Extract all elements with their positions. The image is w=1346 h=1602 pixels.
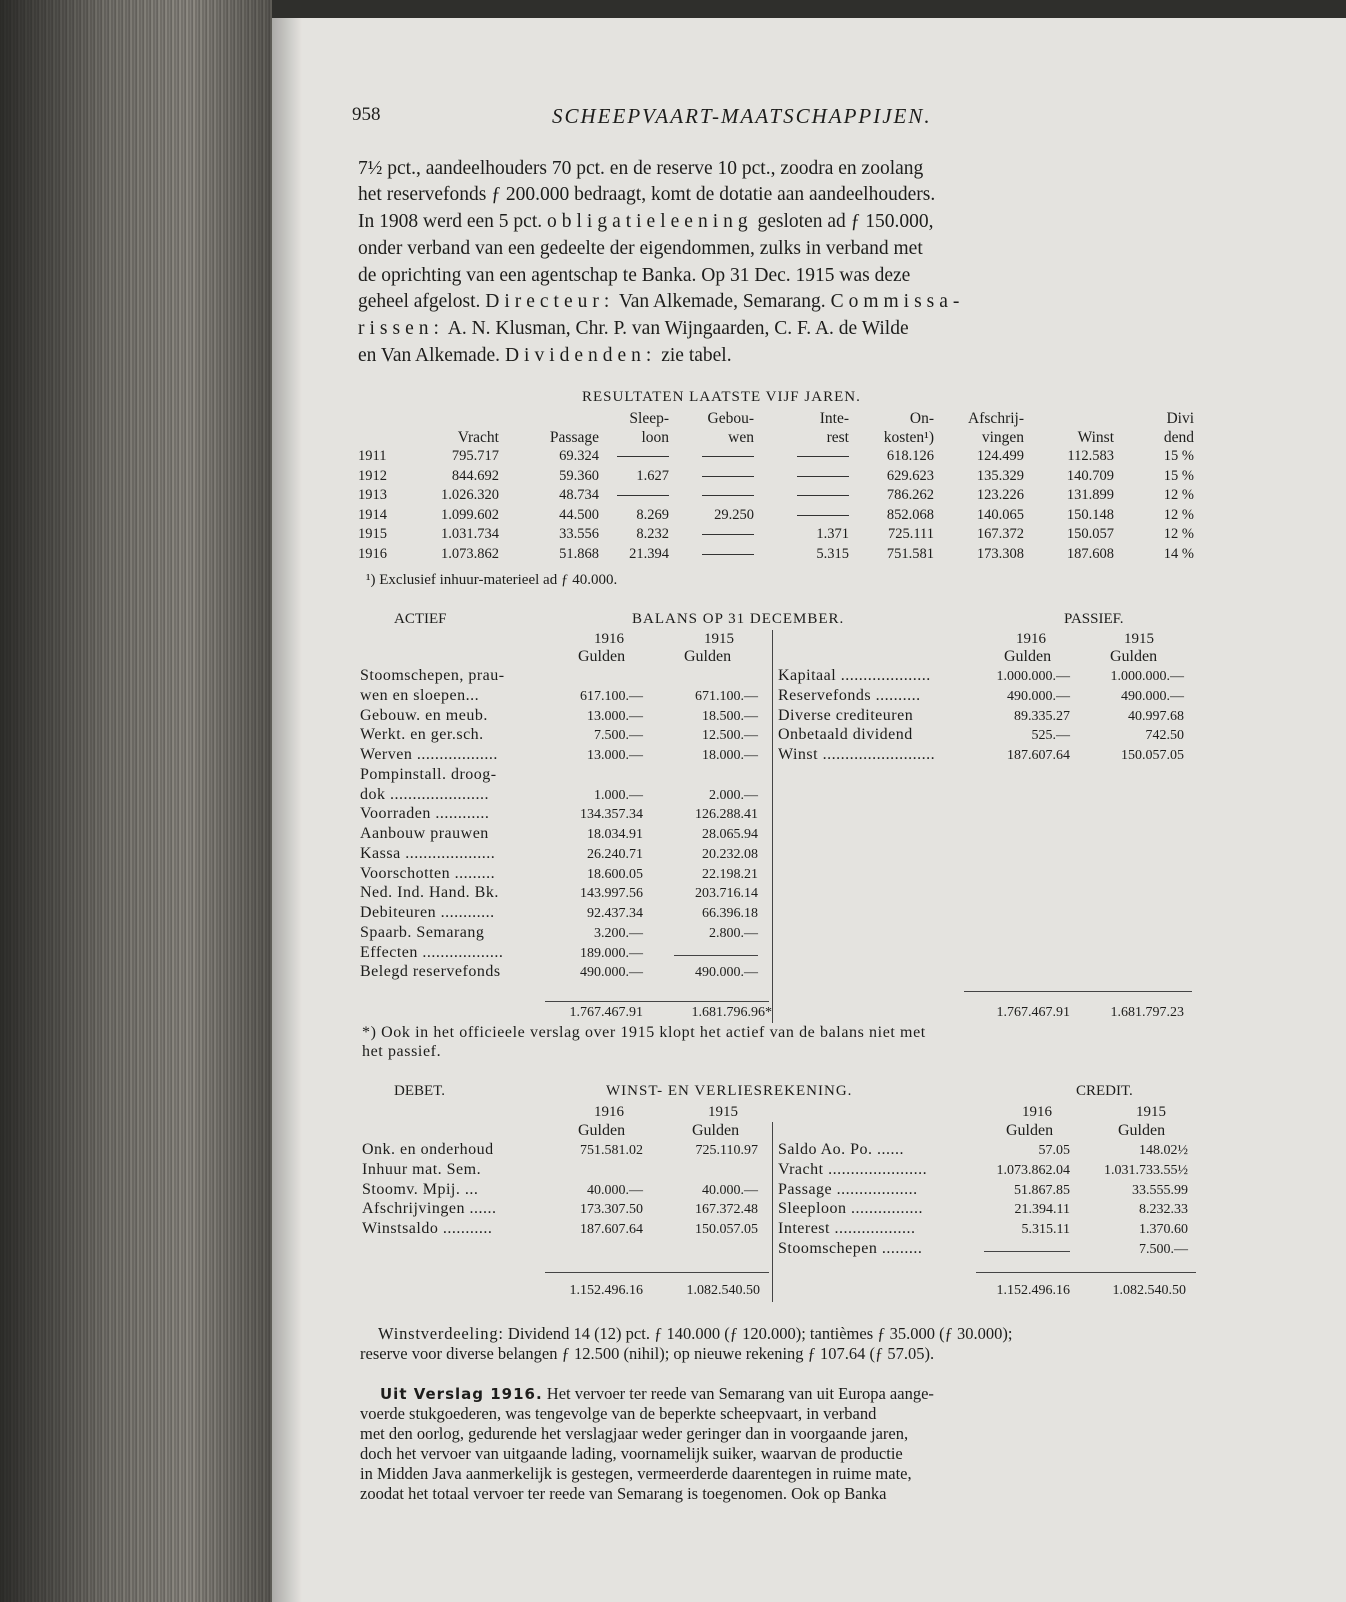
- results-header-cell: Divi: [1166, 410, 1194, 427]
- credit-heading: CREDIT.: [1076, 1083, 1133, 1099]
- unit-label: Gulden: [1004, 648, 1052, 665]
- results-cell: 140.709: [1066, 467, 1114, 484]
- dash-placeholder: [617, 456, 669, 457]
- row-value: 12.500.—: [702, 728, 758, 744]
- results-cell: 69.324: [559, 448, 599, 465]
- row-value: 490.000.—: [1007, 688, 1070, 704]
- results-cell: 725.111: [887, 526, 934, 543]
- results-cell: 751.581: [886, 545, 934, 562]
- total-actief-1915: 1.681.796.96*: [691, 1005, 772, 1020]
- winst-title: WINST- EN VERLIESREKENING.: [606, 1083, 853, 1099]
- actief-heading: ACTIEF: [394, 611, 447, 627]
- results-cell: 852.068: [886, 506, 934, 523]
- row-label: Effecten ..................: [360, 943, 504, 961]
- results-header-cell: Afschrij-: [968, 410, 1024, 427]
- row-value: 5.315.11: [1021, 1222, 1070, 1237]
- row-label: Sleeploon ................: [778, 1200, 923, 1218]
- row-value: 3.200.—: [594, 925, 643, 941]
- text-run: Dividend 14 (12) pct. ƒ 140.000 (ƒ 120.000); tantièmes ƒ 35.000 (ƒ 30.000);: [507, 1324, 1013, 1343]
- unit-label: Gulden: [692, 1122, 740, 1139]
- total-debet-1915: 1.082.540.50: [686, 1283, 760, 1298]
- results-header-cell: vingen: [981, 429, 1024, 446]
- results-header-cell: On-: [909, 410, 934, 427]
- text-run: zie tabel.: [661, 345, 732, 366]
- unit-label: Gulden: [578, 1122, 626, 1139]
- row-value: 92.437.34: [587, 906, 643, 921]
- row-value: 8.232.33: [1139, 1202, 1188, 1218]
- row-value: 150.057.05: [1121, 748, 1184, 763]
- text-run: geheel afgelost.: [358, 291, 481, 312]
- intro-line: de oprichting van een agentschap te Banka. Op 31 Dec. 1915 was deze: [358, 265, 911, 286]
- row-label: Werven ..................: [360, 746, 498, 763]
- text-run: Dividenden:: [504, 345, 657, 366]
- text-run: gesloten ad ƒ 150.000,: [757, 211, 934, 232]
- results-cell: 51.868: [559, 545, 599, 562]
- row-value: 57.05: [1038, 1143, 1070, 1158]
- results-cell: 173.308: [976, 545, 1024, 562]
- intro-line: onder verband van een gedeelte der eigendommen, zulks in verband met: [358, 238, 923, 259]
- row-value: 671.100.—: [695, 688, 758, 704]
- dash-placeholder: [617, 495, 669, 496]
- row-label: Diverse crediteuren: [778, 706, 914, 724]
- results-cell: [758, 506, 853, 526]
- row-value: 134.357.34: [580, 807, 643, 823]
- results-cell: 8.232: [636, 526, 669, 543]
- row-value: 742.50: [1145, 728, 1184, 744]
- unit-label: Gulden: [1110, 648, 1158, 665]
- results-cell: [758, 447, 853, 467]
- row-value: 2.000.—: [709, 787, 758, 803]
- verslag-line: voerde stukgoederen, was tengevolge van de beperkte scheepvaart, in verband: [360, 1404, 877, 1423]
- row-label: Reservefonds ..........: [778, 686, 921, 704]
- page-number: 958: [352, 104, 381, 125]
- row-label: Gebouw. en meub.: [360, 706, 488, 724]
- row-value: 33.555.99: [1132, 1182, 1188, 1198]
- row-value: 13.000.—: [587, 708, 643, 724]
- row-label: Ned. Ind. Hand. Bk.: [360, 884, 499, 902]
- row-value: 725.110.97: [695, 1143, 758, 1158]
- row-value: 18.500.—: [702, 708, 758, 724]
- results-cell: 1916: [358, 545, 387, 562]
- text-run: A. N. Klusman, Chr. P. van Wijngaarden, C. F. A. de Wilde: [447, 318, 909, 339]
- row-label: Kapitaal ....................: [778, 667, 931, 684]
- results-header-cell: loon: [641, 429, 669, 446]
- row-value: 2.800.—: [709, 925, 758, 941]
- row-value: 1.000.000.—: [1110, 669, 1184, 684]
- row-label: Spaarb. Semarang: [360, 923, 485, 941]
- dash-placeholder: [797, 456, 849, 457]
- text-run: Het vervoer ter reede van Semarang van uit Europa aange-: [546, 1384, 934, 1403]
- results-cell: 8.269: [636, 506, 669, 523]
- intro-line: 7½ pct., aandeelhouders 70 pct. en de reserve 10 pct., zoodra en zoolang: [358, 158, 924, 179]
- results-row: [358, 486, 1198, 506]
- results-cell: [673, 447, 758, 467]
- total-debet-1916: 1.152.496.16: [569, 1283, 643, 1298]
- results-cell: 33.556: [559, 526, 599, 543]
- text-run: In 1908 werd een 5 pct.: [358, 211, 543, 232]
- results-cell: [758, 467, 853, 487]
- row-label: Belegd reservefonds: [360, 963, 501, 981]
- results-row: [358, 506, 1198, 526]
- unit-label: Gulden: [684, 648, 732, 665]
- results-cell: 135.329: [976, 467, 1024, 484]
- results-header-cell: Gebou-: [707, 410, 754, 427]
- results-header-cell: Winst: [1077, 429, 1114, 446]
- row-label: Saldo Ao. Po. ......: [778, 1141, 905, 1158]
- row-value: 51.867.85: [1014, 1182, 1070, 1198]
- unit-label: Gulden: [1006, 1122, 1054, 1139]
- row-value: 751.581.02: [580, 1143, 643, 1158]
- total-credit-1915: 1.082.540.50: [1112, 1283, 1186, 1298]
- row-value: 28.065.94: [702, 827, 758, 842]
- results-cell: 844.692: [451, 467, 499, 484]
- results-header-cell: Sleep-: [629, 410, 669, 427]
- results-cell: 1914: [358, 506, 387, 523]
- row-value: 7.500.—: [1139, 1241, 1188, 1257]
- row-value: 189.000.—: [580, 945, 643, 961]
- results-cell: [758, 486, 853, 506]
- dash-placeholder: [702, 476, 754, 477]
- row-label: Kassa ....................: [360, 844, 496, 862]
- intro-line: [358, 208, 1192, 235]
- results-cell: 124.499: [976, 448, 1024, 465]
- balans-title: BALANS OP 31 DECEMBER.: [632, 611, 845, 627]
- dash-placeholder: [702, 554, 754, 555]
- results-header-cell: [503, 409, 603, 428]
- results-cell: 29.250: [714, 506, 754, 523]
- total-passief-1915: 1.681.797.23: [1110, 1005, 1184, 1020]
- verslag-label: Uit Verslag 1916.: [380, 1385, 543, 1403]
- row-value: 1.370.60: [1139, 1222, 1188, 1237]
- results-header-cell: [1028, 409, 1118, 428]
- total-rule: [964, 991, 1192, 992]
- text-run: Directeur:: [485, 291, 615, 312]
- row-label: Aanbouw prauwen: [360, 825, 489, 842]
- results-cell: 123.226: [976, 487, 1024, 504]
- row-value: 89.335.27: [1014, 708, 1070, 724]
- passief-heading: PASSIEF.: [1064, 611, 1124, 627]
- results-header-cell: Inte-: [819, 410, 849, 427]
- text-run: Commissa-: [830, 291, 965, 312]
- results-cell: 629.623: [886, 467, 934, 484]
- row-value: 13.000.—: [587, 748, 643, 763]
- dash-placeholder: [674, 955, 758, 956]
- results-cell: 140.065: [976, 506, 1024, 523]
- dash-placeholder: [797, 515, 849, 516]
- results-cell: 15 %: [1163, 448, 1194, 465]
- results-cell: 150.057: [1066, 526, 1114, 543]
- total-passief-1916: 1.767.467.91: [996, 1005, 1070, 1020]
- results-cell: [673, 525, 758, 545]
- text-run: rissen:: [358, 318, 444, 339]
- results-cell: 12 %: [1163, 526, 1194, 543]
- results-cell: 150.148: [1066, 506, 1114, 523]
- results-header-cell: kosten¹): [883, 429, 934, 446]
- row-value: 40.997.68: [1128, 708, 1184, 724]
- results-header-row: [358, 409, 1198, 428]
- verslag-line: [380, 1384, 1194, 1405]
- results-header-cell: [408, 409, 503, 428]
- winstverdeeling-label: Winstverdeeling:: [378, 1324, 504, 1343]
- text-run: obligatieleening: [546, 211, 753, 232]
- row-label: wen en sloepen...: [360, 686, 480, 704]
- results-cell: [603, 447, 673, 467]
- row-value: 1.031.733.55½: [1104, 1162, 1188, 1178]
- results-header-cell: Passage: [549, 429, 599, 446]
- total-rule: [976, 1272, 1196, 1273]
- results-cell: 131.899: [1066, 487, 1114, 504]
- row-label: Voorschotten .........: [360, 864, 496, 882]
- row-value: 490.000.—: [1121, 688, 1184, 704]
- row-label: Werkt. en ger.sch.: [360, 726, 484, 744]
- year-1915: 1915: [704, 631, 734, 647]
- row-value: 22.198.21: [702, 866, 758, 882]
- results-title: RESULTATEN LAATSTE VIJF JAREN.: [582, 389, 861, 405]
- results-table: [358, 409, 1198, 564]
- row-value: 150.057.05: [695, 1222, 758, 1237]
- results-cell: 14 %: [1163, 545, 1194, 562]
- results-cell: 59.360: [559, 467, 599, 484]
- total-rule: [545, 1001, 769, 1002]
- running-title: SCHEEPVAART-MAATSCHAPPIJEN.: [552, 104, 932, 128]
- dash-placeholder: [797, 476, 849, 477]
- intro-line: [358, 288, 1192, 315]
- year-1915: 1915: [1136, 1104, 1166, 1120]
- row-value: 173.307.50: [580, 1202, 643, 1218]
- row-value: 1.073.862.04: [996, 1162, 1070, 1178]
- row-label: Winst .........................: [778, 746, 936, 763]
- text-run: Van Alkemade, Semarang.: [618, 291, 826, 312]
- results-cell: 618.126: [886, 448, 934, 465]
- results-cell: 44.500: [559, 506, 599, 523]
- results-cell: 48.734: [559, 487, 599, 504]
- row-label: Passage ..................: [778, 1180, 918, 1198]
- results-cell: 1.031.734: [441, 526, 499, 543]
- row-value: 525.—: [1031, 728, 1070, 744]
- verslag-line: zoodat het totaal vervoer ter reede van Semarang is toegenomen. Ook op Banka: [360, 1484, 887, 1503]
- gutter-shadow: [272, 18, 302, 1602]
- intro-line: [358, 342, 1192, 369]
- results-cell: 12 %: [1163, 506, 1194, 523]
- row-value: 40.000.—: [587, 1182, 643, 1198]
- book-page-edges: [0, 0, 272, 1602]
- row-value: 203.716.14: [695, 886, 758, 902]
- row-label: Interest ..................: [778, 1220, 916, 1237]
- dash-placeholder: [702, 495, 754, 496]
- results-cell: 1.026.320: [441, 487, 499, 504]
- column-divider: [772, 630, 773, 1023]
- row-value: 167.372.48: [695, 1202, 758, 1218]
- debet-heading: DEBET.: [394, 1083, 445, 1099]
- row-value: 187.607.64: [1007, 748, 1070, 763]
- row-value: 21.394.11: [1014, 1202, 1070, 1218]
- row-label: Onk. en onderhoud: [362, 1141, 494, 1158]
- results-cell: 167.372: [976, 526, 1024, 543]
- row-label: Inhuur mat. Sem.: [362, 1160, 482, 1178]
- results-row: [358, 525, 1198, 545]
- balans-note: *) Ook in het officieele verslag over 1915 klopt het actief van de balans niet met: [362, 1024, 926, 1041]
- results-header-cell: rest: [826, 429, 849, 446]
- row-value: 490.000.—: [580, 965, 643, 981]
- row-label: Debiteuren ............: [360, 904, 495, 921]
- row-value: 1.000.—: [594, 787, 643, 803]
- intro-line: [358, 315, 1192, 342]
- row-label: Stoomschepen .........: [778, 1239, 923, 1257]
- row-label: Vracht ......................: [778, 1160, 928, 1178]
- results-cell: 5.315: [816, 545, 849, 562]
- winstverdeeling-line: [378, 1324, 1194, 1345]
- row-value: 490.000.—: [695, 965, 758, 981]
- year-1915: 1915: [708, 1104, 738, 1120]
- results-cell: 1.371: [816, 526, 849, 543]
- year-1916: 1916: [1022, 1104, 1052, 1120]
- row-value: 66.396.18: [702, 906, 758, 921]
- row-value: 26.240.71: [587, 846, 643, 862]
- results-cell: 12 %: [1163, 487, 1194, 504]
- results-row: [358, 447, 1198, 467]
- row-value: 143.997.56: [580, 886, 643, 902]
- row-value: 617.100.—: [580, 688, 643, 704]
- row-value: 20.232.08: [702, 846, 758, 862]
- results-row: [358, 545, 1198, 565]
- results-cell: 1912: [358, 467, 387, 484]
- unit-label: Gulden: [578, 648, 626, 665]
- verslag-line: in Midden Java aanmerkelijk is gestegen, vermeerderde daarentegen in ruime mate,: [360, 1464, 912, 1483]
- year-1915: 1915: [1124, 631, 1154, 647]
- results-cell: [673, 467, 758, 487]
- total-rule: [545, 1272, 769, 1273]
- row-value: 148.02½: [1139, 1143, 1188, 1158]
- results-cell: 1.627: [636, 467, 669, 484]
- year-1916: 1916: [594, 631, 624, 647]
- results-header-cell: [358, 428, 408, 447]
- results-cell: 1913: [358, 487, 387, 504]
- row-label: Onbetaald dividend: [778, 726, 913, 744]
- total-credit-1916: 1.152.496.16: [996, 1283, 1070, 1298]
- results-cell: 112.583: [1067, 448, 1114, 465]
- results-cell: 15 %: [1163, 467, 1194, 484]
- verslag-line: met den oorlog, gedurende het verslagjaar weder geringer dan in voorgaande jaren,: [360, 1424, 909, 1443]
- row-value: 1.000.000.—: [996, 669, 1070, 684]
- results-cell: 1915: [358, 526, 387, 543]
- row-label: Afschrijvingen ......: [362, 1200, 497, 1218]
- dash-placeholder: [702, 456, 754, 457]
- results-row: [358, 467, 1198, 487]
- row-value: 187.607.64: [580, 1222, 643, 1237]
- results-header-cell: [358, 409, 408, 428]
- dash-placeholder: [984, 1251, 1070, 1252]
- unit-label: Gulden: [1118, 1122, 1166, 1139]
- row-value: 18.034.91: [587, 827, 643, 842]
- dash-placeholder: [797, 495, 849, 496]
- results-cell: [603, 486, 673, 506]
- row-value: 126.288.41: [695, 807, 758, 823]
- results-cell: 795.717: [451, 448, 499, 465]
- results-footnote: ¹) Exclusief inhuur-materieel ad ƒ 40.000.: [366, 572, 618, 588]
- row-value: 40.000.—: [702, 1182, 758, 1198]
- results-cell: 1.073.862: [441, 545, 499, 562]
- results-cell: 786.262: [886, 487, 934, 504]
- row-label: Pompinstall. droog-: [360, 765, 497, 783]
- row-value: 7.500.—: [594, 728, 643, 744]
- results-header-cell: Vracht: [457, 429, 499, 446]
- row-label: Winstsaldo ...........: [362, 1220, 493, 1237]
- text-run: en Van Alkemade.: [358, 345, 501, 366]
- winstverdeeling-line: reserve voor diverse belangen ƒ 12.500 (nihil); op nieuwe rekening ƒ 107.64 (ƒ 57.05).: [360, 1344, 935, 1363]
- results-cell: [673, 545, 758, 565]
- results-cell: 1911: [358, 448, 387, 465]
- row-value: 18.000.—: [702, 748, 758, 763]
- row-label: Voorraden ............: [360, 805, 490, 823]
- row-label: dok ......................: [360, 785, 489, 803]
- year-1916: 1916: [1016, 631, 1046, 647]
- results-header-row: [358, 428, 1198, 447]
- total-actief-1916: 1.767.467.91: [569, 1005, 643, 1020]
- year-1916: 1916: [594, 1104, 624, 1120]
- verslag-line: doch het vervoer van uitgaande lading, voornamelijk suiker, waarvan de productie: [360, 1444, 903, 1463]
- row-label: Stoomv. Mpij. ...: [362, 1180, 479, 1198]
- row-label: Stoomschepen, prau-: [360, 667, 505, 684]
- column-divider: [772, 1122, 773, 1302]
- results-cell: [673, 486, 758, 506]
- balans-note: het passief.: [362, 1043, 442, 1060]
- results-header-cell: dend: [1163, 429, 1194, 446]
- results-header-cell: wen: [728, 429, 754, 446]
- row-value: 18.600.05: [587, 866, 643, 882]
- dash-placeholder: [702, 534, 754, 535]
- results-cell: 21.394: [629, 545, 669, 562]
- intro-line: het reservefonds ƒ 200.000 bedraagt, komt de dotatie aan aandeelhouders.: [358, 184, 936, 205]
- results-cell: 1.099.602: [441, 506, 499, 523]
- results-cell: 187.608: [1066, 545, 1114, 562]
